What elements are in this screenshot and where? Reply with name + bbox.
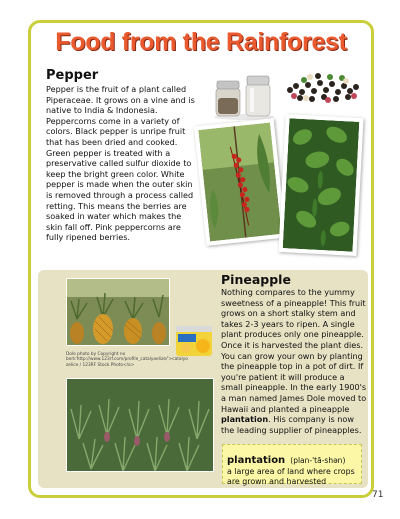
pineapple-body-part1: Nothing compares to the yummy sweetness of a pineapple! This fruit grows on a short stalky stem and takes 2-3 years to ripen. A single plant produces only one pineapple. Once it is harvested the plant dies. You can grow your own by planting the pineapple top in a pot of dirt. If you're patient it will produce a small pineapple. In the early 1900's a man named James Dole moved to Hawaii and planted a pineapple [221, 287, 367, 414]
definition-term: plantation [227, 455, 286, 466]
red-peppercorns-image [198, 123, 281, 242]
red-peppercorns-photo [194, 118, 286, 246]
definition-box [222, 444, 362, 487]
pineapple-field-photo [66, 278, 170, 346]
pepper-body: Pepper is the fruit of a plant called Piperaceae. It grows on a vine and is native to India & Indonesia. Peppercorns come in a variety of colors. Black pepper is unripe fruit that has been dried and cooked. Green pepper is treated with a preservative called sulfur dioxide to keep the bright green color. White pepper is made when the outer skin is removed through a process called retting. This means the berries are soaked in water which makes the skin fall off. Pink peppercorns are fully ripened berries. [46, 84, 195, 243]
pineapple-heading: Pineapple [221, 272, 291, 287]
pepper-vine-photo [278, 114, 363, 256]
pepper-shakers-image [212, 68, 276, 120]
definition-pronunciation: (plan-'tā-shən) [290, 456, 346, 465]
dole-pineapple-can-image [174, 318, 214, 358]
pineapple-plants-photo [66, 378, 214, 472]
pineapple-field-image [67, 279, 170, 346]
page-number: 71 [372, 490, 384, 500]
photo-credit: Dole photo by Copyright no berk'http://www.123rf.com/profile_catalyaelize/'>catalyo zelice / 123RF Stock Photo</a> [66, 352, 188, 368]
plantation-bold-word: plantation [221, 414, 269, 425]
pineapple-body [221, 287, 367, 435]
pepper-vine-image [283, 118, 360, 251]
page-title: Food from the Rainforest [55, 28, 347, 56]
pineapple-plants-image [67, 379, 214, 472]
peppercorns-image [282, 68, 362, 108]
pepper-heading: Pepper [46, 68, 99, 83]
definition-text: a large area of land where crops are grown and harvested [227, 467, 355, 487]
pineapple-body-part2: . His company is now the leading supplier of pineapples. [221, 414, 362, 435]
